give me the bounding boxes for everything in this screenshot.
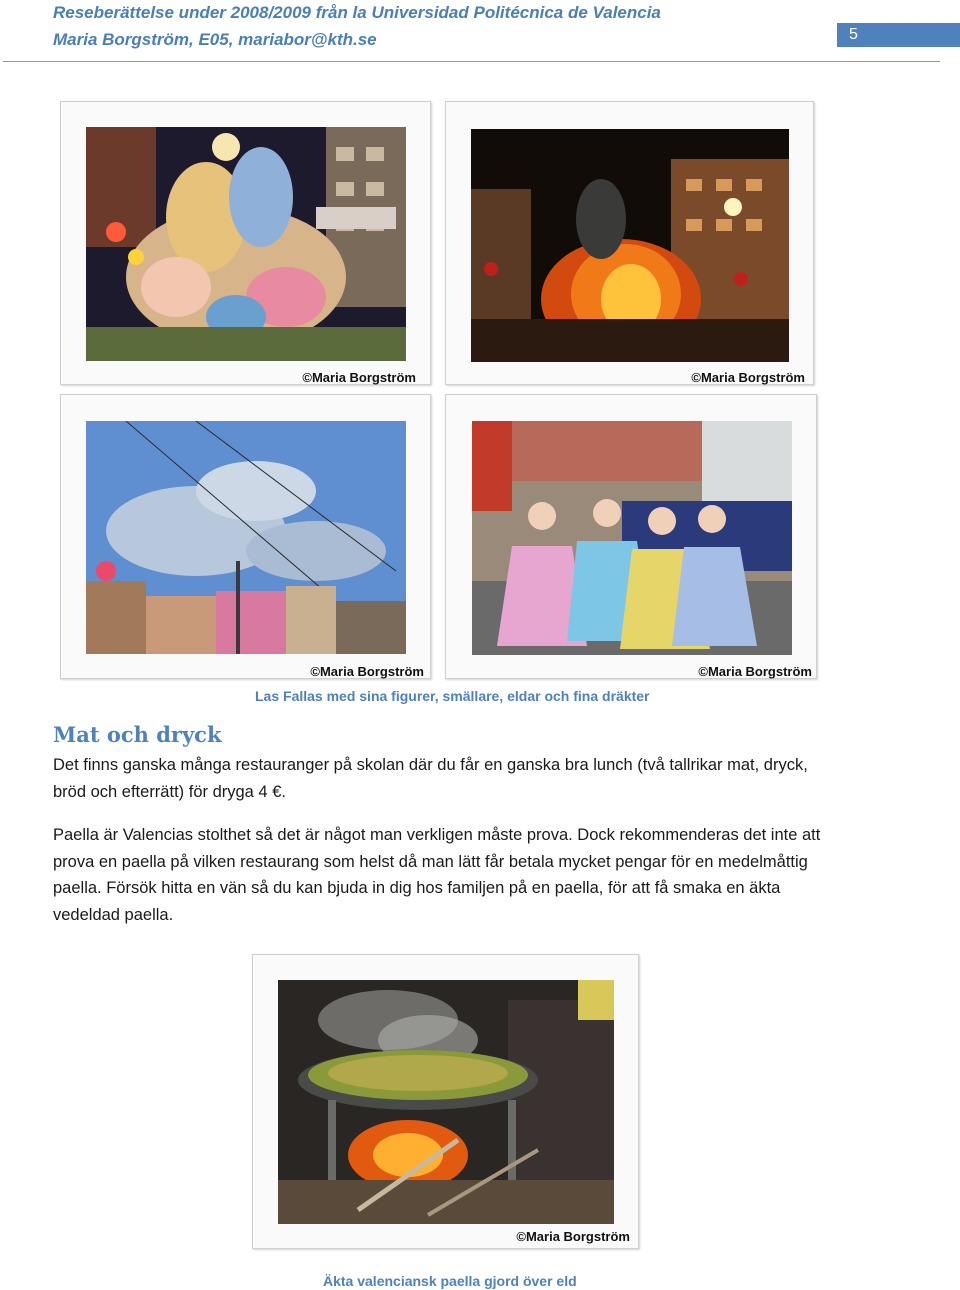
photo-credit: ©Maria Borgström xyxy=(698,664,812,679)
header-rule xyxy=(3,61,940,62)
photo-frame-fireworks xyxy=(60,394,431,679)
photo-frame-girls-costumes xyxy=(445,394,817,679)
fireworks-photo-icon xyxy=(86,421,406,654)
photo-frame-paella xyxy=(252,954,639,1249)
paragraph: Det finns ganska många restauranger på skolan där du får en ganska bra lunch (två tallrikar mat, dryck, bröd och efterrätt) för dryga 4 €. xyxy=(53,756,808,801)
paragraph: Paella är Valencias stolthet så det är något man verkligen måste prova. Dock rekommenderas det inte att prova en paella på vilken restaurang som helst då man lätt får betala mycket pengar för en medelmåttig paella. Försök hitta en vän så du kan bjuda in dig hos familjen på en paella, för att få smaka en äkta vedeldad paella. xyxy=(53,826,821,924)
figure-caption: Äkta valenciansk paella gjord över eld xyxy=(323,1273,577,1289)
paella-fire-photo-icon xyxy=(278,980,614,1224)
fallas-fire-photo-icon xyxy=(471,129,789,362)
photo-credit: ©Maria Borgström xyxy=(691,370,805,385)
photo-credit: ©Maria Borgström xyxy=(302,370,416,385)
fallas-figures-photo-icon xyxy=(86,127,406,361)
header-title: Reseberättelse under 2008/2009 från la Universidad Politécnica de Valencia xyxy=(53,3,661,22)
section-heading: Mat och dryck xyxy=(53,722,222,747)
page-number: 5 xyxy=(837,23,960,47)
header-author: Maria Borgström, E05, mariabor@kth.se xyxy=(53,30,377,49)
photo-credit: ©Maria Borgström xyxy=(310,664,424,679)
girls-costumes-photo-icon xyxy=(472,421,792,655)
photo-frame-fallas-figures xyxy=(60,101,431,385)
figure-caption: Las Fallas med sina figurer, smällare, eldar och fina dräkter xyxy=(255,688,650,704)
photo-frame-fallas-fire xyxy=(445,101,814,385)
photo-credit: ©Maria Borgström xyxy=(516,1229,630,1244)
